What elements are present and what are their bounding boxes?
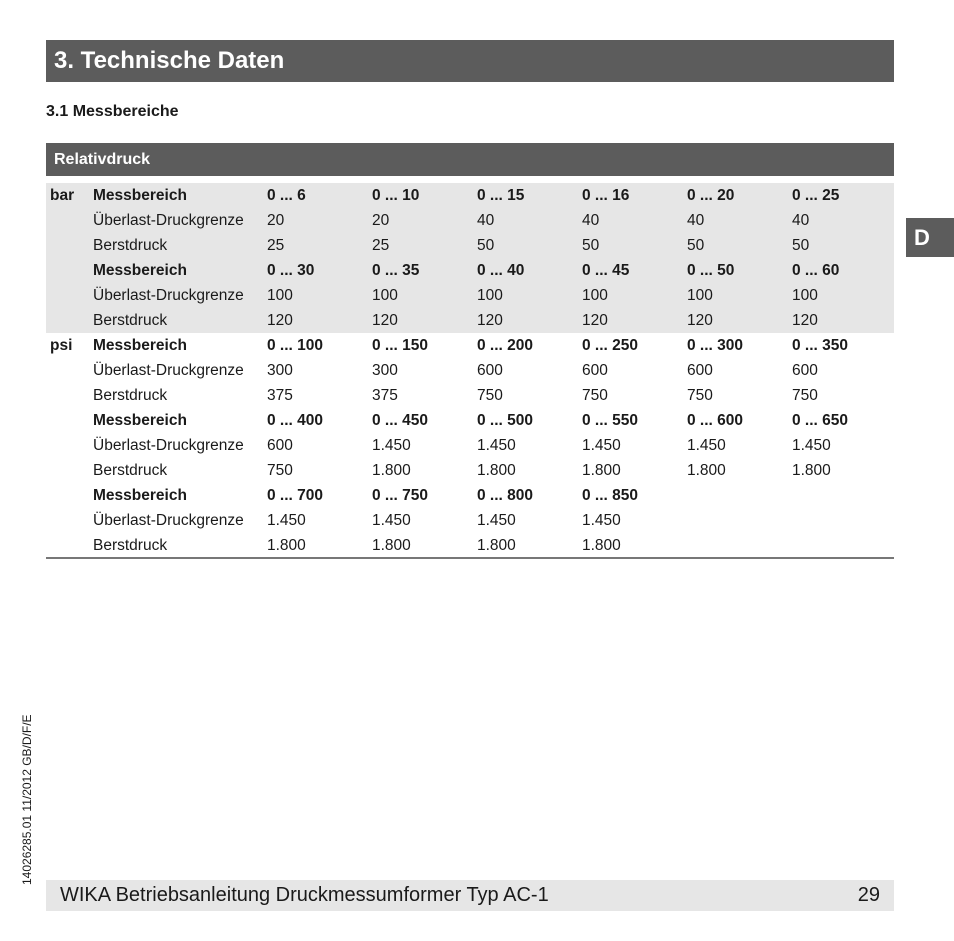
row-label: Berstdruck [93, 312, 168, 329]
value-cell: 0 ... 60 [792, 262, 840, 279]
value-cell: 1.800 [687, 462, 726, 479]
value-cell: 0 ... 600 [687, 412, 744, 429]
row-label: Messbereich [93, 337, 187, 354]
value-cell: 100 [582, 287, 608, 304]
value-cell: 0 ... 40 [477, 262, 525, 279]
value-cell: 0 ... 650 [792, 412, 849, 429]
value-cell: 100 [477, 287, 503, 304]
value-cell: 50 [687, 237, 705, 254]
value-cell: 1.450 [477, 437, 516, 454]
value-cell: 0 ... 550 [582, 412, 639, 429]
table-bottom-rule [46, 557, 894, 559]
value-cell: 750 [582, 387, 608, 404]
value-cell: 375 [372, 387, 398, 404]
value-cell: 0 ... 800 [477, 487, 534, 504]
row-label: Überlast-Druckgrenze [93, 362, 244, 379]
value-cell: 1.450 [792, 437, 831, 454]
value-cell: 0 ... 30 [267, 262, 315, 279]
value-cell: 0 ... 200 [477, 337, 534, 354]
value-cell: 100 [267, 287, 293, 304]
subsection-title: 3.1 Messbereiche [46, 103, 179, 120]
value-cell: 0 ... 45 [582, 262, 630, 279]
value-cell: 40 [582, 212, 600, 229]
value-cell: 0 ... 400 [267, 412, 324, 429]
page-number: 29 [857, 884, 880, 906]
value-cell: 750 [792, 387, 818, 404]
value-cell: 0 ... 300 [687, 337, 744, 354]
unit-label: psi [50, 337, 73, 354]
value-cell: 0 ... 16 [582, 187, 630, 204]
value-cell: 0 ... 100 [267, 337, 324, 354]
value-cell: 0 ... 15 [477, 187, 525, 204]
row-label: Berstdruck [93, 387, 168, 404]
page-footer [46, 880, 894, 911]
row-label: Überlast-Druckgrenze [93, 287, 244, 304]
value-cell: 0 ... 450 [372, 412, 429, 429]
value-cell: 40 [477, 212, 495, 229]
value-cell: 750 [267, 462, 293, 479]
value-cell: 50 [477, 237, 495, 254]
value-cell: 1.800 [372, 537, 411, 554]
value-cell: 50 [582, 237, 600, 254]
value-cell: 0 ... 850 [582, 487, 639, 504]
value-cell: 600 [477, 362, 503, 379]
value-cell: 20 [372, 212, 390, 229]
value-cell: 120 [372, 312, 398, 329]
value-cell: 1.450 [372, 512, 411, 529]
section-title: 3. Technische Daten [46, 40, 894, 82]
value-cell: 120 [792, 312, 818, 329]
value-cell: 600 [687, 362, 713, 379]
value-cell: 0 ... 6 [267, 187, 306, 204]
row-label: Berstdruck [93, 537, 168, 554]
value-cell: 600 [582, 362, 608, 379]
unit-label: bar [50, 187, 75, 204]
value-cell: 0 ... 150 [372, 337, 429, 354]
value-cell: 1.450 [582, 512, 621, 529]
value-cell: 0 ... 10 [372, 187, 420, 204]
value-cell: 1.450 [582, 437, 621, 454]
value-cell: 0 ... 350 [792, 337, 849, 354]
footer-title: WIKA Betriebsanleitung Druckmessumformer Typ AC-1 [60, 884, 549, 906]
value-cell: 600 [792, 362, 818, 379]
value-cell: 20 [267, 212, 285, 229]
value-cell: 25 [267, 237, 285, 254]
value-cell: 100 [687, 287, 713, 304]
value-cell: 750 [477, 387, 503, 404]
value-cell: 1.800 [477, 462, 516, 479]
row-label: Messbereich [93, 187, 187, 204]
value-cell: 0 ... 250 [582, 337, 639, 354]
value-cell: 120 [582, 312, 608, 329]
value-cell: 1.800 [372, 462, 411, 479]
row-label: Überlast-Druckgrenze [93, 437, 244, 454]
value-cell: 120 [477, 312, 503, 329]
value-cell: 0 ... 50 [687, 262, 735, 279]
value-cell: 0 ... 20 [687, 187, 735, 204]
value-cell: 1.800 [582, 462, 621, 479]
value-cell: 0 ... 35 [372, 262, 420, 279]
row-label: Berstdruck [93, 237, 168, 254]
value-cell: 120 [687, 312, 713, 329]
value-cell: 1.450 [267, 512, 306, 529]
value-cell: 0 ... 25 [792, 187, 840, 204]
value-cell: 25 [372, 237, 390, 254]
table-header: Relativdruck [46, 143, 894, 176]
value-cell: 1.800 [267, 537, 306, 554]
value-cell: 40 [687, 212, 705, 229]
row-label: Überlast-Druckgrenze [93, 512, 244, 529]
value-cell: 50 [792, 237, 810, 254]
value-cell: 100 [372, 287, 398, 304]
value-cell: 0 ... 700 [267, 487, 324, 504]
row-label: Messbereich [93, 262, 187, 279]
value-cell: 1.450 [477, 512, 516, 529]
value-cell: 1.450 [687, 437, 726, 454]
value-cell: 1.450 [372, 437, 411, 454]
value-cell: 750 [687, 387, 713, 404]
value-cell: 1.800 [582, 537, 621, 554]
row-label: Messbereich [93, 487, 187, 504]
value-cell: 1.800 [477, 537, 516, 554]
value-cell: 600 [267, 437, 293, 454]
value-cell: 375 [267, 387, 293, 404]
document-code: 14026285.01 11/2012 GB/D/F/E [20, 714, 34, 885]
row-label: Überlast-Druckgrenze [93, 212, 244, 229]
value-cell: 1.800 [792, 462, 831, 479]
value-cell: 40 [792, 212, 810, 229]
value-cell: 120 [267, 312, 293, 329]
value-cell: 100 [792, 287, 818, 304]
value-cell: 300 [372, 362, 398, 379]
value-cell: 0 ... 750 [372, 487, 429, 504]
value-cell: 300 [267, 362, 293, 379]
row-label: Berstdruck [93, 462, 168, 479]
language-tab-marker: D [906, 218, 954, 257]
row-label: Messbereich [93, 412, 187, 429]
value-cell: 0 ... 500 [477, 412, 534, 429]
